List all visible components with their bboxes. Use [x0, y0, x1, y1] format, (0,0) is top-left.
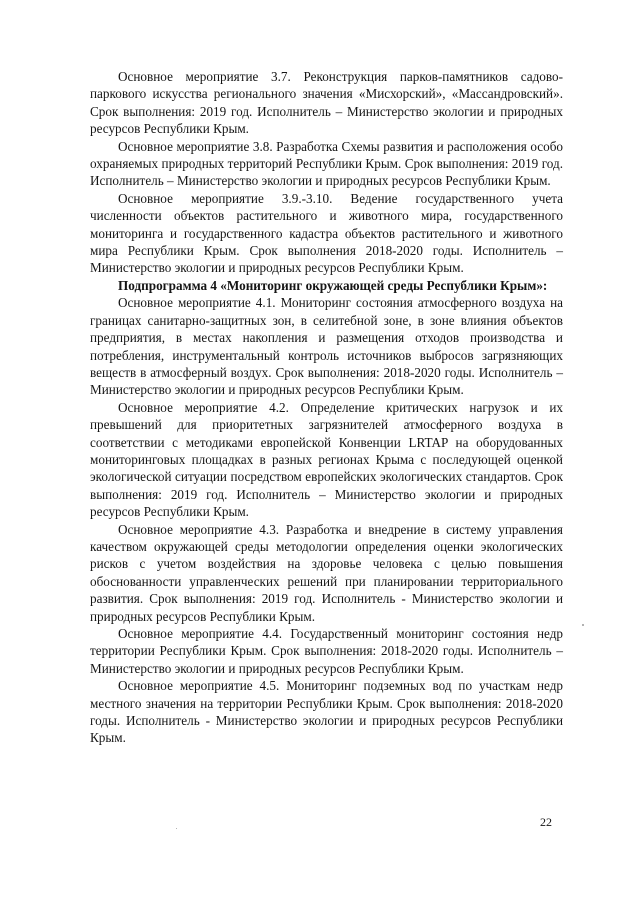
- paragraph-measure-3-8: Основное мероприятие 3.8. Разработка Схемы развития и расположения особо охраняемых природных территорий Республики Крым. Срок выполнения: 2019 год. Исполнитель – Министерство экологии и природных ресурсов Республики Крым.: [90, 138, 563, 189]
- scan-speck: [176, 828, 177, 829]
- paragraph-measure-4-3: Основное мероприятие 4.3. Разработка и внедрение в систему управления качеством окружающей среды методологии определения оценки экологических рисков с учетом воздействия на здоровье человека с целью повышения обоснованности управленческих решений при планировании территориального развития. Срок выполнения: 2019 год. Исполнитель - Министерство экологии и природных ресурсов Республики Крым.: [90, 521, 563, 624]
- paragraph-measure-4-5: Основное мероприятие 4.5. Мониторинг подземных вод по участкам недр местного значения на территории Республики Крым. Срок выполнения: 2018-2020 годы. Исполнитель - Министерство экологии и природных ресурсов Республики Крым.: [90, 678, 563, 746]
- paragraph-measure-4-1: Основное мероприятие 4.1. Мониторинг состояния атмосферного воздуха на границах санитарно-защитных зон, в селитебной зоне, в зоне влияния объектов предприятия, в местах накопления и размещения отходов производства и потребления, инструментальный контроль источников выбросов загрязняющих веществ в атмосферный воздух. Срок выполнения: 2018-2020 годы. Исполнитель – Министерство экологии и природных ресурсов Республики Крым.: [90, 295, 563, 398]
- paragraph-measure-3-9-3-10: Основное мероприятие 3.9.-3.10. Ведение государственного учета численности объектов растительного и животного мира, государственного мониторинга и государственного кадастра объектов растительного и животного мира Республики Крым. Срок выполнения 2018-2020 годы. Исполнитель – Министерство экологии и природных ресурсов Республики Крым.: [90, 190, 563, 276]
- page-number: 22: [540, 815, 552, 829]
- paragraph-measure-3-7: Основное мероприятие 3.7. Реконструкция парков-памятников садово-паркового искусства регионального значения «Мисхорский», «Массандровский». Срок выполнения: 2019 год. Исполнитель – Министерство экологии и природных ресурсов Республики Крым.: [90, 69, 563, 137]
- paragraph-measure-4-2: Основное мероприятие 4.2. Определение критических нагрузок и их превышений для приоритетных загрязнителей атмосферного воздуха в соответствии с методиками европейской Конвенции LRTAP на оборудованных мониторинговых площадках в разных регионах Крыма с последующей оценкой экологической ситуации посредством европейских экологических стандартов. Срок выполнения: 2019 год. Исполнитель – Министерство экологии и природных ресурсов Республики Крым.: [90, 399, 563, 520]
- document-body: [90, 68, 563, 747]
- scan-speck: [582, 624, 584, 626]
- subprogram-4-heading: Подпрограмма 4 «Мониторинг окружающей среды Республики Крым»:: [118, 277, 548, 293]
- paragraph-measure-4-4: Основное мероприятие 4.4. Государственный мониторинг состояния недр территории Республики Крым. Срок выполнения: 2018-2020 годы. Исполнитель – Министерство экологии и природных ресурсов Республики Крым.: [90, 626, 563, 676]
